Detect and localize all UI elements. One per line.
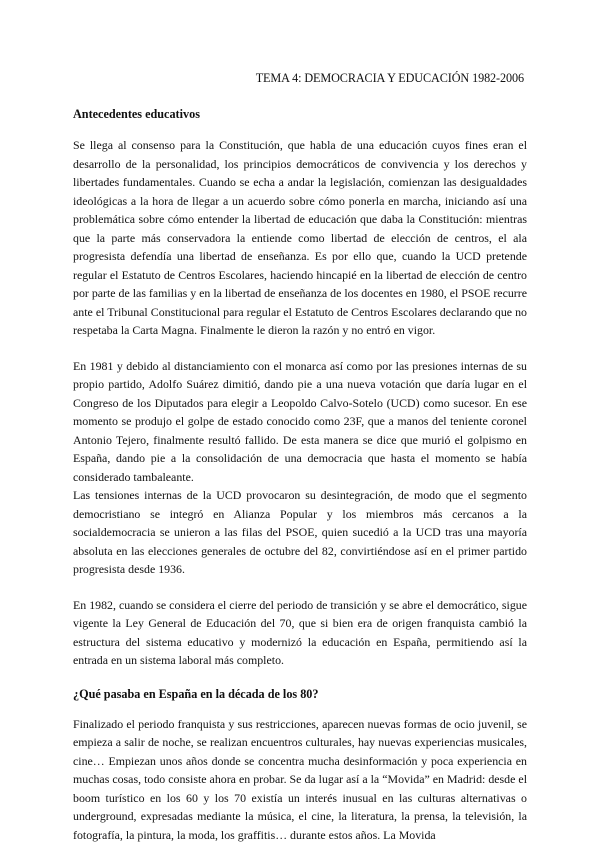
- document-title: TEMA 4: DEMOCRACIA Y EDUCACIÓN 1982-2006: [255, 71, 524, 85]
- paragraph-ucd-tensiones: Las tensiones internas de la UCD provocaron su desintegración, de modo que el segmento democristiano se integró en Alianza Popular y los miembros más cercanos a la socialdemocracia se unieron a las filas del PSOE, quien sucedió a la UCD tras una mayoría absoluta en las elecciones generales de octubre del 82, convirtiéndose así en el primer partido progresista desde 1936.: [73, 488, 527, 576]
- section-heading-decada-80: ¿Qué pasaba en España en la década de los 80?: [73, 686, 319, 701]
- paragraph-constitucion: Se llega al consenso para la Constitución, que habla de una educación cuyos fines eran el desarrollo de la personalidad, los principios democráticos de convivencia y los derechos y libertades fundamentales. Cuando se echa a andar la legislación, comienzan las desigualdades ideológicas a la hora de llegar a un acuerdo sobre cómo ponerla en marcha, iniciando así una problemática sobre cómo entender la libertad de educación que daba la Constitución: mientras que la parte más conservadora la entiende como libertad de elección de centros, el ala progresista defendía una libertad de enseñanza. Es por ello que, cuando la UCD pretende regular el Estatuto de Centros Escolares, haciendo hincapié en la libertad de elección de centro por parte de las familias y en la libertad de enseñanza de los docentes en 1980, el PSOE recurre ante el Tribunal Constitucional para regular el Estatuto de Centros Escolares declarando que no respetaba la Carta Magna. Finalmente le dieron la razón y no entró en vigor.: [73, 138, 527, 337]
- section-heading-antecedentes: Antecedentes educativos: [73, 107, 200, 121]
- paragraph-1981: En 1981 y debido al distanciamiento con el monarca así como por las presiones internas de su propio partido, Adolfo Suárez dimitió, dando pie a una nueva votación que daría lugar en el Congreso de los Diputados para elegir a Leopoldo Calvo-Sotelo (UCD) como sucesor. En ese momento se produjo el golpe de estado conocido como 23F, que a manos del teniente coronel Antonio Tejero, finalmente resultó fallido. De esta manera se dice que murió el golpismo en España, dando pie a la consolidación de una democracia que hasta el momento se había considerado tambaleante.: [73, 358, 527, 484]
- paragraph-movida: Finalizado el periodo franquista y sus restricciones, aparecen nuevas formas de ocio juvenil, se empieza a salir de noche, se realizan encuentros culturales, hay nuevas experiencias musicales, cine… Empiezan unos años donde se concentra mucha desinformación y poca experiencia en muchas cosas, todo consiste ahora en probar. Se da lugar así a la “Movida” en Madrid: desde el boom turístico en los 60 y los 70 existía un interés inusual en las culturas alternativas o underground, expresadas mediante la música, el cine, la literatura, la prensa, la televisión, la fotografía, la pintura, la moda, los graffitis… durante estos años. La Movida: [73, 716, 527, 842]
- paragraph-1982: En 1982, cuando se considera el cierre del periodo de transición y se abre el democrático, sigue vigente la Ley General de Educación del 70, que si bien era de origen franquista cambió la estructura del sistema educativo y modernizó la educación en España, permitiendo así la entrada en un sistema laboral más completo.: [73, 597, 527, 667]
